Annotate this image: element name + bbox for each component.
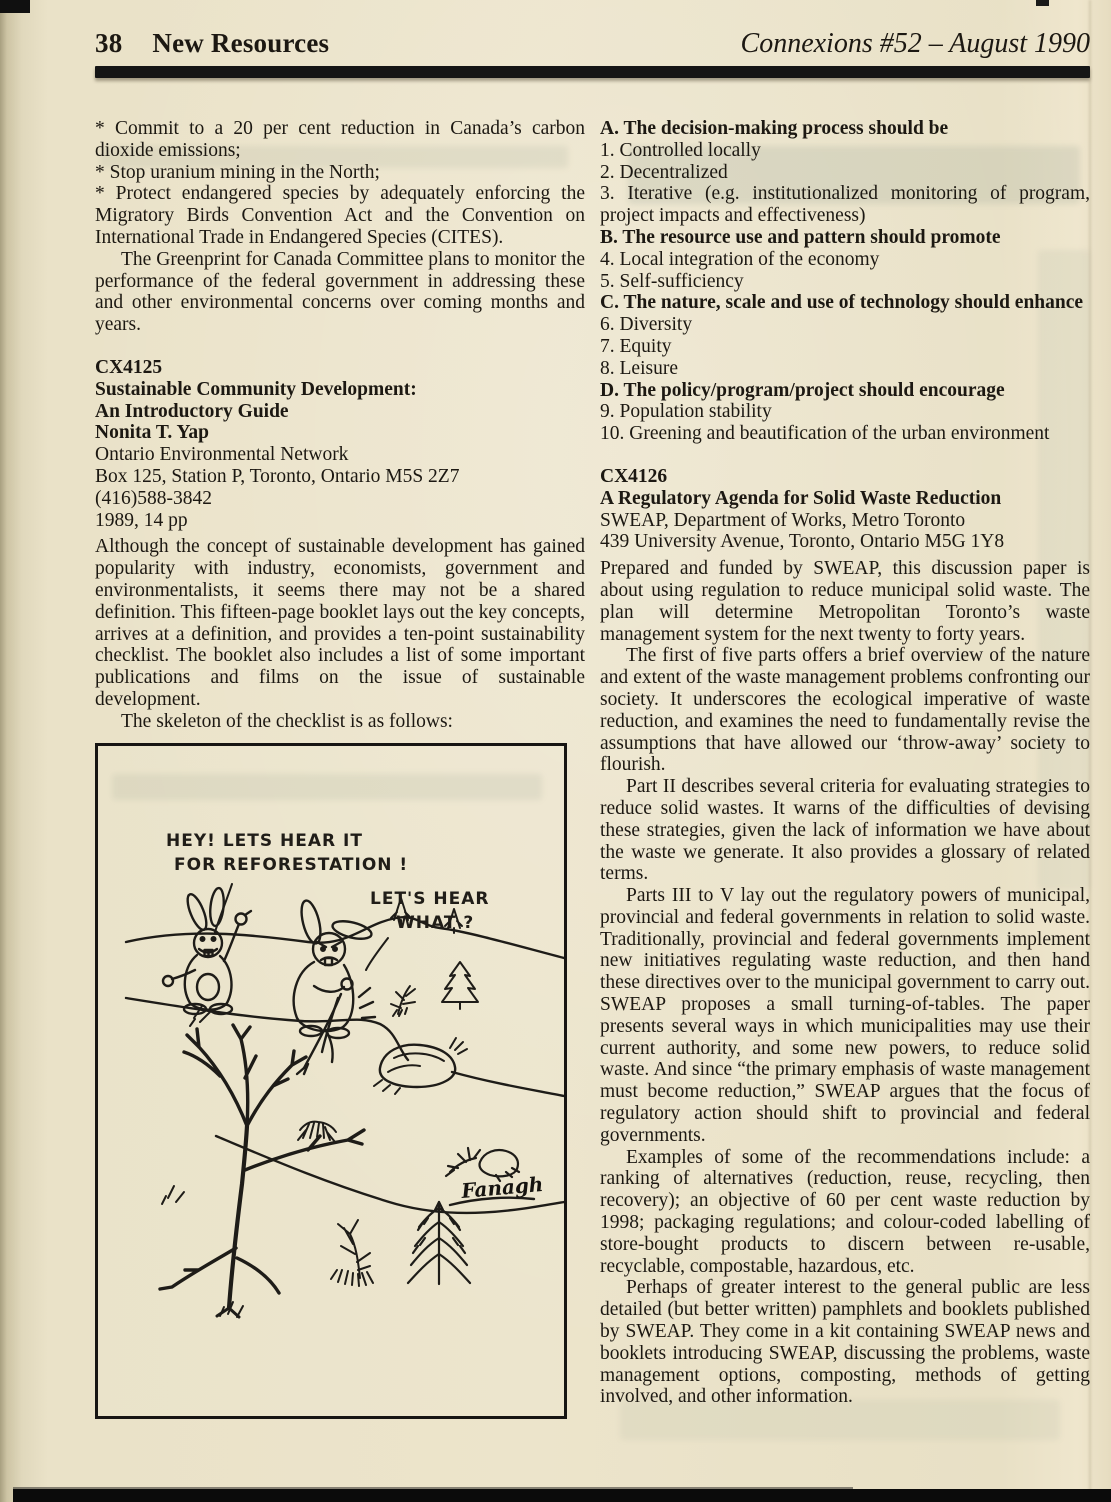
resource-title: Sustainable Community Development: [95,378,417,400]
twig-shrub [391,986,415,1016]
speech-line: LET'S HEAR [370,888,490,909]
greenprint-paragraph: The Greenprint for Canada Committee plans to monitor the performance of the federal government in addressing these and other environmental concerns over coming months and years. [95,248,585,336]
resource-title: A Regulatory Agenda for Solid Waste Reduction [600,487,1002,509]
cartoon-illustration [98,746,564,1416]
resource-year-pages: 1989, 14 pp [95,509,188,531]
right-column [600,118,1090,1408]
bullet-item: * Stop uranium mining in the North; [95,161,380,183]
checklist-item: 10. Greening and beautification of the urban environment [600,423,1050,445]
resource-paragraph: Perhaps of greater interest to the general public are less detailed (but better written) pamphlets and booklets published by SWEAP. They come in a kit containing SWEAP news and booklets introducing SWEAP, discussing the problems, waste management options, composting, methods of getting involved, and other information. [600,1277,1090,1408]
resource-address: Box 125, Station P, Toronto, Ontario M5S 2Z7 [95,465,460,487]
scan-corner-mark [0,0,30,13]
checklist-item: 4. Local integration of the economy [600,248,880,270]
checklist-item: 8. Leisure [600,357,678,379]
speech-line: FOR REFORESTATION ! [174,854,409,875]
resource-paragraph: Examples of some of the recommendations include: a ranking of alternatives (reduction, reuse, recycling, then recovery); an objective of 60 per cent waste reduction by 1998; packaging regulations; and colour-coded labelling of store-bought products to discern between re-usable, recyclable, compostable, hazardous, etc. [600,1146,1090,1277]
section-spacer [600,445,1090,466]
resource-organization: SWEAP, Department of Works, Metro Toronto [600,509,966,531]
checklist-item: 6. Diversity [600,314,693,336]
section-spacer [95,336,585,357]
resource-paragraph: The first of five parts offers a brief overview of the nature and extent of the waste management problems confronting our society. It underscores the ecological imperative of waste reduction, and examines the need to fundamentally revise the assumptions that have allowed our ‘throw-away’ society to flourish. [600,645,1090,776]
bullet-item: * Protect endangered species by adequately enforcing the Migratory Birds Convention Act and the Convention on International Trade in Endangered Species (CITES). [95,183,585,248]
resource-author: Nonita T. Yap [95,422,209,444]
checklist-intro: The skeleton of the checklist is as follows: [121,710,453,732]
header-rule [95,66,1090,78]
resource-organization: Ontario Environmental Network [95,444,349,466]
checklist-item: 5. Self-sufficiency [600,270,744,292]
resource-code: CX4125 [95,356,163,378]
checklist-item: 2. Decentralized [600,161,728,183]
checklist-heading: A. The decision-making process should be [600,118,949,139]
artist-signature: Fanagh [460,1171,545,1203]
resource-phone: (416)588-3842 [95,487,212,509]
conifer-tree-bottom [408,1202,470,1284]
bullet-item: * Commit to a 20 per cent reduction in Canada’s carbon dioxide emissions; [95,118,585,161]
conifer-tree-mid [442,962,478,1009]
resource-description: Although the concept of sustainable development has gained popularity with industry, economists, government and environmentalists, it seems there may not be a shared definition. This fifteen-page booklet lays out the key concepts, arrives at a definition, and provides a ten-point sustainability checklist. The booklet also includes a list of some important publications and films on the issue of sustainable development. [95,536,585,710]
speech-text [166,831,490,933]
resource-code: CX4126 [600,465,668,487]
rabbit-left [163,887,251,1014]
speech-line: HEY! LETS HEAR IT [166,830,363,851]
resource-paragraph: Part II describes several criteria for evaluating strategies to reduce solid wastes. It warns of the difficulties of devising these strategies, given the lack of information we have about the waste we generate. It also provides a glossary of related terms. [600,776,1090,885]
left-column [95,118,585,1419]
rock-large [374,1038,467,1094]
speech-line: WHAT ? [396,912,475,933]
cartoon-panel [95,743,567,1419]
resource-paragraph: Prepared and funded by SWEAP, this discussion paper is about using regulation to reduce municipal solid waste. The plan will determine Metropolitan Toronto’s waste management system for the next twenty to forty years. [600,558,1090,645]
checklist-heading: B. The resource use and pattern should promote [600,226,1001,248]
issue-title: Connexions #52 – August 1990 [740,28,1090,59]
checklist-item: 3. Iterative (e.g. institutionalized monitoring of program, project impacts and effectiveness) [600,183,1090,227]
resource-address: 439 University Avenue, Toronto, Ontario M5G 1Y8 [600,531,1005,553]
center-shrub [331,1220,373,1286]
speech-tails [215,884,388,970]
page-number: 38 [95,28,123,58]
page-header-left [95,28,329,59]
scan-edge-mark [1036,0,1049,6]
section-title: New Resources [152,28,330,58]
checklist-heading: D. The policy/program/project should encourage [600,379,1005,401]
checklist-heading: C. The nature, scale and use of technology should enhance [600,292,1084,314]
checklist-item: 7. Equity [600,335,672,357]
page-header [95,28,1090,60]
checklist-item: 1. Controlled locally [600,139,761,161]
resource-title: An Introductory Guide [95,400,289,422]
checklist-item: 9. Population stability [600,401,772,423]
resource-paragraph: Parts III to V lay out the regulatory powers of municipal, provincial and federal governments in relation to solid waste. Traditionally, provincial and federal governments implement new initiatives regulating waste reduction, and then hand these directives over to the municipal government to carry out. SWEAP proposes a small turning-of-tables. The paper presents several ways in which municipalities may use their current authority, and some new powers, to reduce solid waste. And since “the primary emphasis of waste management must become reduction,” SWEAP argues that the focus of regulatory action should shift to provincial and federal governments. [600,885,1090,1146]
page-bottom-bar [13,1489,1111,1502]
rabbit-right [294,898,375,1073]
dead-tree [160,1025,364,1317]
